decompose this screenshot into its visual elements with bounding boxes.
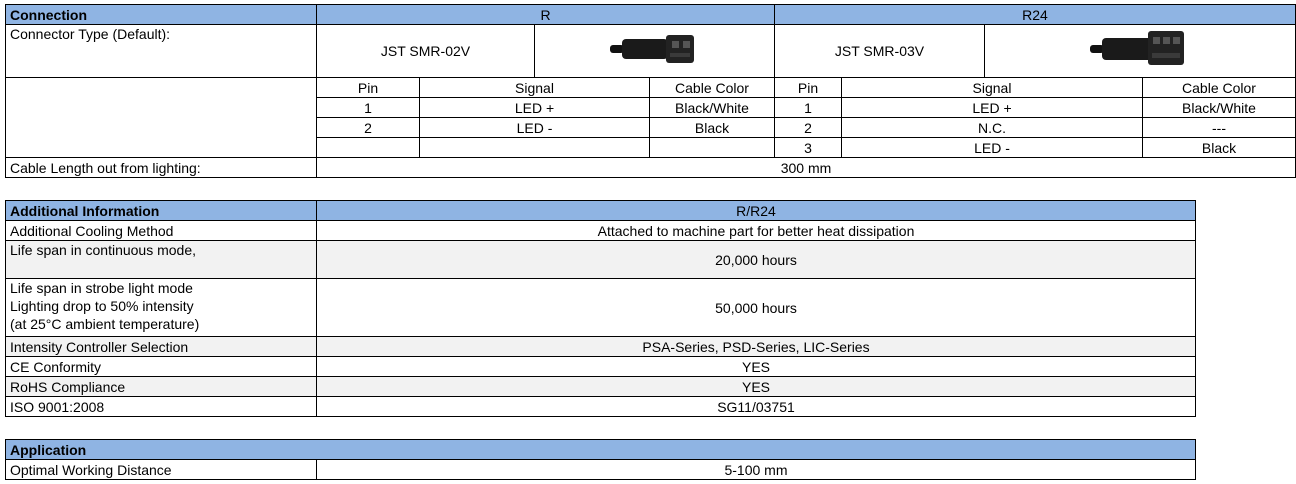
info-row (6, 357, 1196, 377)
r-color-cell: Black/White (650, 98, 775, 118)
info-value: 50,000 hours (317, 279, 1196, 337)
application-header: Application (6, 440, 1196, 460)
connection-header-row (6, 5, 1296, 25)
cable-length-value: 300 mm (317, 158, 1296, 178)
info-row (6, 397, 1196, 417)
additional-header-row (6, 201, 1196, 221)
pin-header-row (6, 78, 1296, 98)
r-pin-header: Pin (317, 78, 420, 98)
cable-length-label: Cable Length out from lighting: (6, 158, 317, 178)
r-pin-cell (317, 138, 420, 158)
r24-color-cell: Black/White (1143, 98, 1296, 118)
info-label: ISO 9001:2008 (6, 397, 317, 417)
r-color-cell: Black (650, 118, 775, 138)
info-label-line: (at 25°C ambient temperature) (10, 316, 200, 332)
r-connector-name: JST SMR-02V (317, 25, 535, 78)
additional-info-table (5, 200, 1196, 417)
info-value: 20,000 hours (317, 241, 1196, 279)
r-connector-image (535, 25, 775, 78)
r24-signal-header: Signal (842, 78, 1143, 98)
r24-connector-image (985, 25, 1296, 78)
pin-table-blank (6, 78, 317, 158)
r-signal-cell (420, 138, 650, 158)
r-pin-cell: 1 (317, 98, 420, 118)
connector-2pin-icon (610, 29, 700, 69)
application-value: 5-100 mm (317, 460, 1196, 480)
application-header-row (6, 440, 1196, 460)
info-row (6, 337, 1196, 357)
application-table (5, 439, 1196, 480)
info-label: RoHS Compliance (6, 377, 317, 397)
info-label: Life span in continuous mode, (6, 241, 317, 279)
application-row (6, 460, 1196, 480)
r-pin-cell: 2 (317, 118, 420, 138)
r24-pin-cell: 1 (775, 98, 842, 118)
r24-color-cell: --- (1143, 118, 1296, 138)
info-value: PSA-Series, PSD-Series, LIC-Series (317, 337, 1196, 357)
column-r24: R24 (775, 5, 1296, 25)
info-row (6, 221, 1196, 241)
r24-pin-cell: 2 (775, 118, 842, 138)
additional-header: Additional Information (6, 201, 317, 221)
info-value: Attached to machine part for better heat dissipation (317, 221, 1196, 241)
cable-length-row (6, 158, 1296, 178)
r24-pin-header: Pin (775, 78, 842, 98)
connection-header: Connection (6, 5, 317, 25)
application-label: Optimal Working Distance (6, 460, 317, 480)
r-signal-cell: LED - (420, 118, 650, 138)
info-label: Additional Cooling Method (6, 221, 317, 241)
info-label: Intensity Controller Selection (6, 337, 317, 357)
r24-connector-name: JST SMR-03V (775, 25, 985, 78)
r-color-cell (650, 138, 775, 158)
info-label-line: Lighting drop to 50% intensity (10, 298, 194, 314)
additional-column: R/R24 (317, 201, 1196, 221)
r24-signal-cell: LED + (842, 98, 1143, 118)
info-label-multiline (6, 279, 317, 337)
info-value: SG11/03751 (317, 397, 1196, 417)
r-signal-header: Signal (420, 78, 650, 98)
r24-color-header: Cable Color (1143, 78, 1296, 98)
info-value: YES (317, 377, 1196, 397)
r-signal-cell: LED + (420, 98, 650, 118)
info-row (6, 377, 1196, 397)
r-color-header: Cable Color (650, 78, 775, 98)
info-row (6, 241, 1196, 279)
connector-type-label: Connector Type (Default): (6, 25, 317, 78)
info-label: CE Conformity (6, 357, 317, 377)
connection-table (5, 4, 1296, 178)
r24-color-cell: Black (1143, 138, 1296, 158)
r24-pin-cell: 3 (775, 138, 842, 158)
connector-3pin-icon (1090, 27, 1190, 71)
r24-signal-cell: N.C. (842, 118, 1143, 138)
r24-signal-cell: LED - (842, 138, 1143, 158)
connector-type-row (6, 25, 1296, 78)
column-r: R (317, 5, 775, 25)
info-value: YES (317, 357, 1196, 377)
info-row (6, 279, 1196, 337)
info-label-line: Life span in strobe light mode (10, 280, 193, 296)
